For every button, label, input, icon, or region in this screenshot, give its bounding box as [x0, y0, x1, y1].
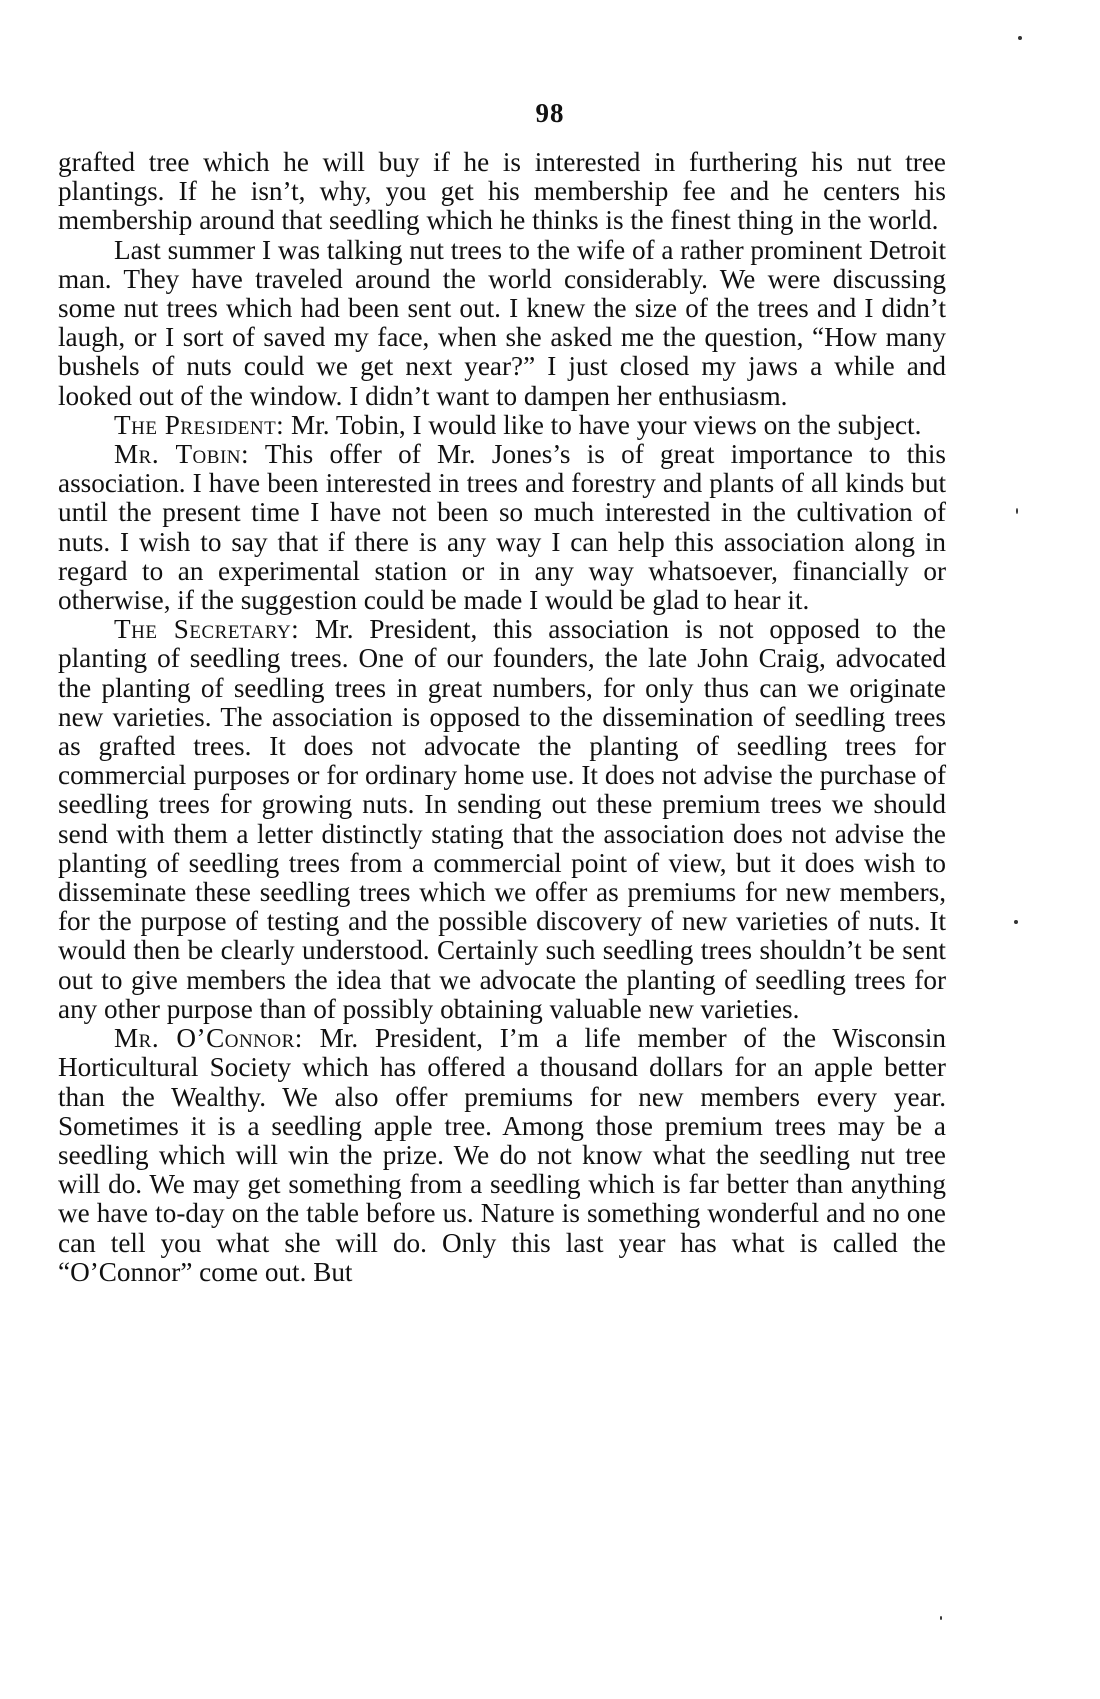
page-number: 98 — [535, 98, 565, 128]
paragraph-text: Last summer I was talking nut trees to the wife of a rather prominent Detroit man. They have traveled around the world considerably. We were discussing some nut trees which had been sent out. I knew the size of the trees and I didn’t laugh, or I sort of saved my face, when she asked me the question, “How many bushels of nuts could we get next year?” I just closed my jaws a while and looked out of the window. I didn’t want to dampen her enthusiasm. — [58, 234, 946, 411]
paragraph-president — [58, 411, 946, 440]
paragraph-text: Mr. President, this association is not opposed to the planting of seedling trees. One of our founders, the late John Craig, advocated the planting of seedling trees in great numbers, for only thus can we originate new varieties. The association is opposed to the dissemination of seedling trees as grafted trees. It does not advocate the planting of seedling trees for commercial purposes or for ordinary home use. It does not advise the purchase of seedling trees for growing nuts. In sending out these premium trees we should send with them a letter distinctly stating that the association does not advise the planting of seedling trees from a commercial point of view, but it does wish to disseminate these seedling trees which we offer as premiums for new members, for the purpose of testing and the possible discovery of new varieties of nuts. It would then be clearly understood. Certainly such seedling trees shouldn’t be sent out to give members the idea that we advocate the planting of seedling trees for any other purpose than of possibly obtaining valuable new varieties. — [58, 614, 946, 1024]
paragraph-oconnor — [58, 1024, 946, 1287]
paragraph-text: This offer of Mr. Jones’s is of great importance to this association. I have been interested in trees and forestry and plants of all kinds but until the present time I have not been so much interested in the cultivation of nuts. I wish to say that if there is any way I can help this association along in regard to an experimental station or in any way whatsoever, financially or otherwise, if the suggestion could be made I would be glad to hear it. — [58, 439, 946, 616]
speaker-label: The President: — [114, 409, 285, 440]
speaker-label: Mr. Tobin: — [114, 439, 250, 470]
paragraph-text: Mr. Tobin, I would like to have your views on the subject. — [291, 409, 922, 440]
paragraph-secretary — [58, 615, 946, 1024]
paragraph-tobin — [58, 440, 946, 615]
scan-speck — [1014, 920, 1018, 924]
paragraph-continuation — [58, 148, 946, 236]
speaker-label: Mr. O’Connor: — [114, 1023, 303, 1054]
speaker-label: The Secretary: — [114, 614, 300, 645]
scan-speck — [940, 1616, 942, 1620]
paragraph-text: grafted tree which he will buy if he is interested in furthering his nut tree plantings. If he isn’t, why, you get his membership fee and he centers his membership around that seedling which he thinks is the finest thing in the world. — [58, 147, 946, 236]
page-body — [58, 148, 946, 1287]
scan-speck — [1018, 36, 1022, 40]
paragraph-text: Mr. President, I’m a life member of the Wisconsin Horticultural Society which has offered a thousand dollars for an apple better than the Wealthy. We also offer premiums for new members every year. Sometimes it is a seedling apple tree. Among those premium trees may be a seedling which will win the prize. We do not know what the seedling nut tree will do. We may get something from a seedling which is far better than anything we have to-day on the table before us. Nature is something wonderful and no one can tell you what she will do. Only this last year has what is called the “O’Connor” come out. But — [58, 1023, 947, 1287]
paragraph-detroit-anecdote — [58, 236, 946, 411]
scan-speck — [1016, 508, 1018, 514]
